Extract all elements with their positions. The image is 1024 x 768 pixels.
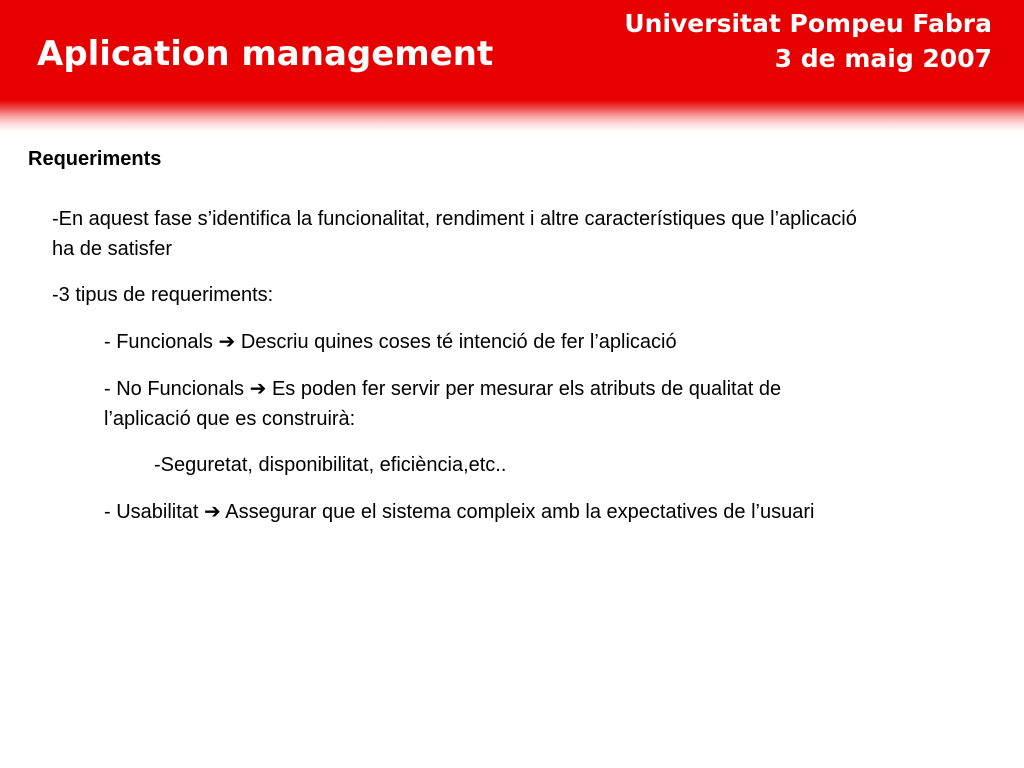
- intro-paragraph: -En aquest fase s’identifica la funcionalitat, rendiment i altre característiques que l’aplicació ha de satisfer: [52, 208, 857, 260]
- right-arrow-icon: ➔: [204, 499, 221, 523]
- functional-name: - Funcionals: [104, 331, 213, 353]
- usability-description: Assegurar que el sistema compleix amb la expectatives de l’usuari: [225, 501, 815, 523]
- institution-name: Universitat Pompeu Fabra: [624, 9, 992, 38]
- institution-block: [624, 6, 992, 76]
- right-arrow-icon: ➔: [249, 376, 267, 400]
- functional-item: [104, 326, 872, 357]
- slide-title: Aplication management: [37, 34, 494, 74]
- quality-attributes: -Seguretat, disponibilitat, eficiència,etc..: [154, 454, 507, 476]
- slide-content: [52, 204, 872, 543]
- usability-item: [104, 496, 872, 527]
- section-heading: Requeriments: [28, 148, 162, 170]
- types-label: -3 tipus de requeriments:: [52, 284, 274, 306]
- presentation-date: 3 de maig 2007: [774, 44, 992, 73]
- usability-name: - Usabilitat: [104, 501, 199, 523]
- functional-description: Descriu quines coses té intenció de fer l’aplicació: [240, 331, 677, 353]
- right-arrow-icon: ➔: [218, 329, 236, 353]
- non-functional-item: [104, 373, 872, 434]
- non-functional-description: Es poden fer servir per mesurar els atributs de qualitat de l’aplicació que es construirà:: [104, 378, 782, 430]
- non-functional-name: - No Funcionals: [104, 378, 245, 400]
